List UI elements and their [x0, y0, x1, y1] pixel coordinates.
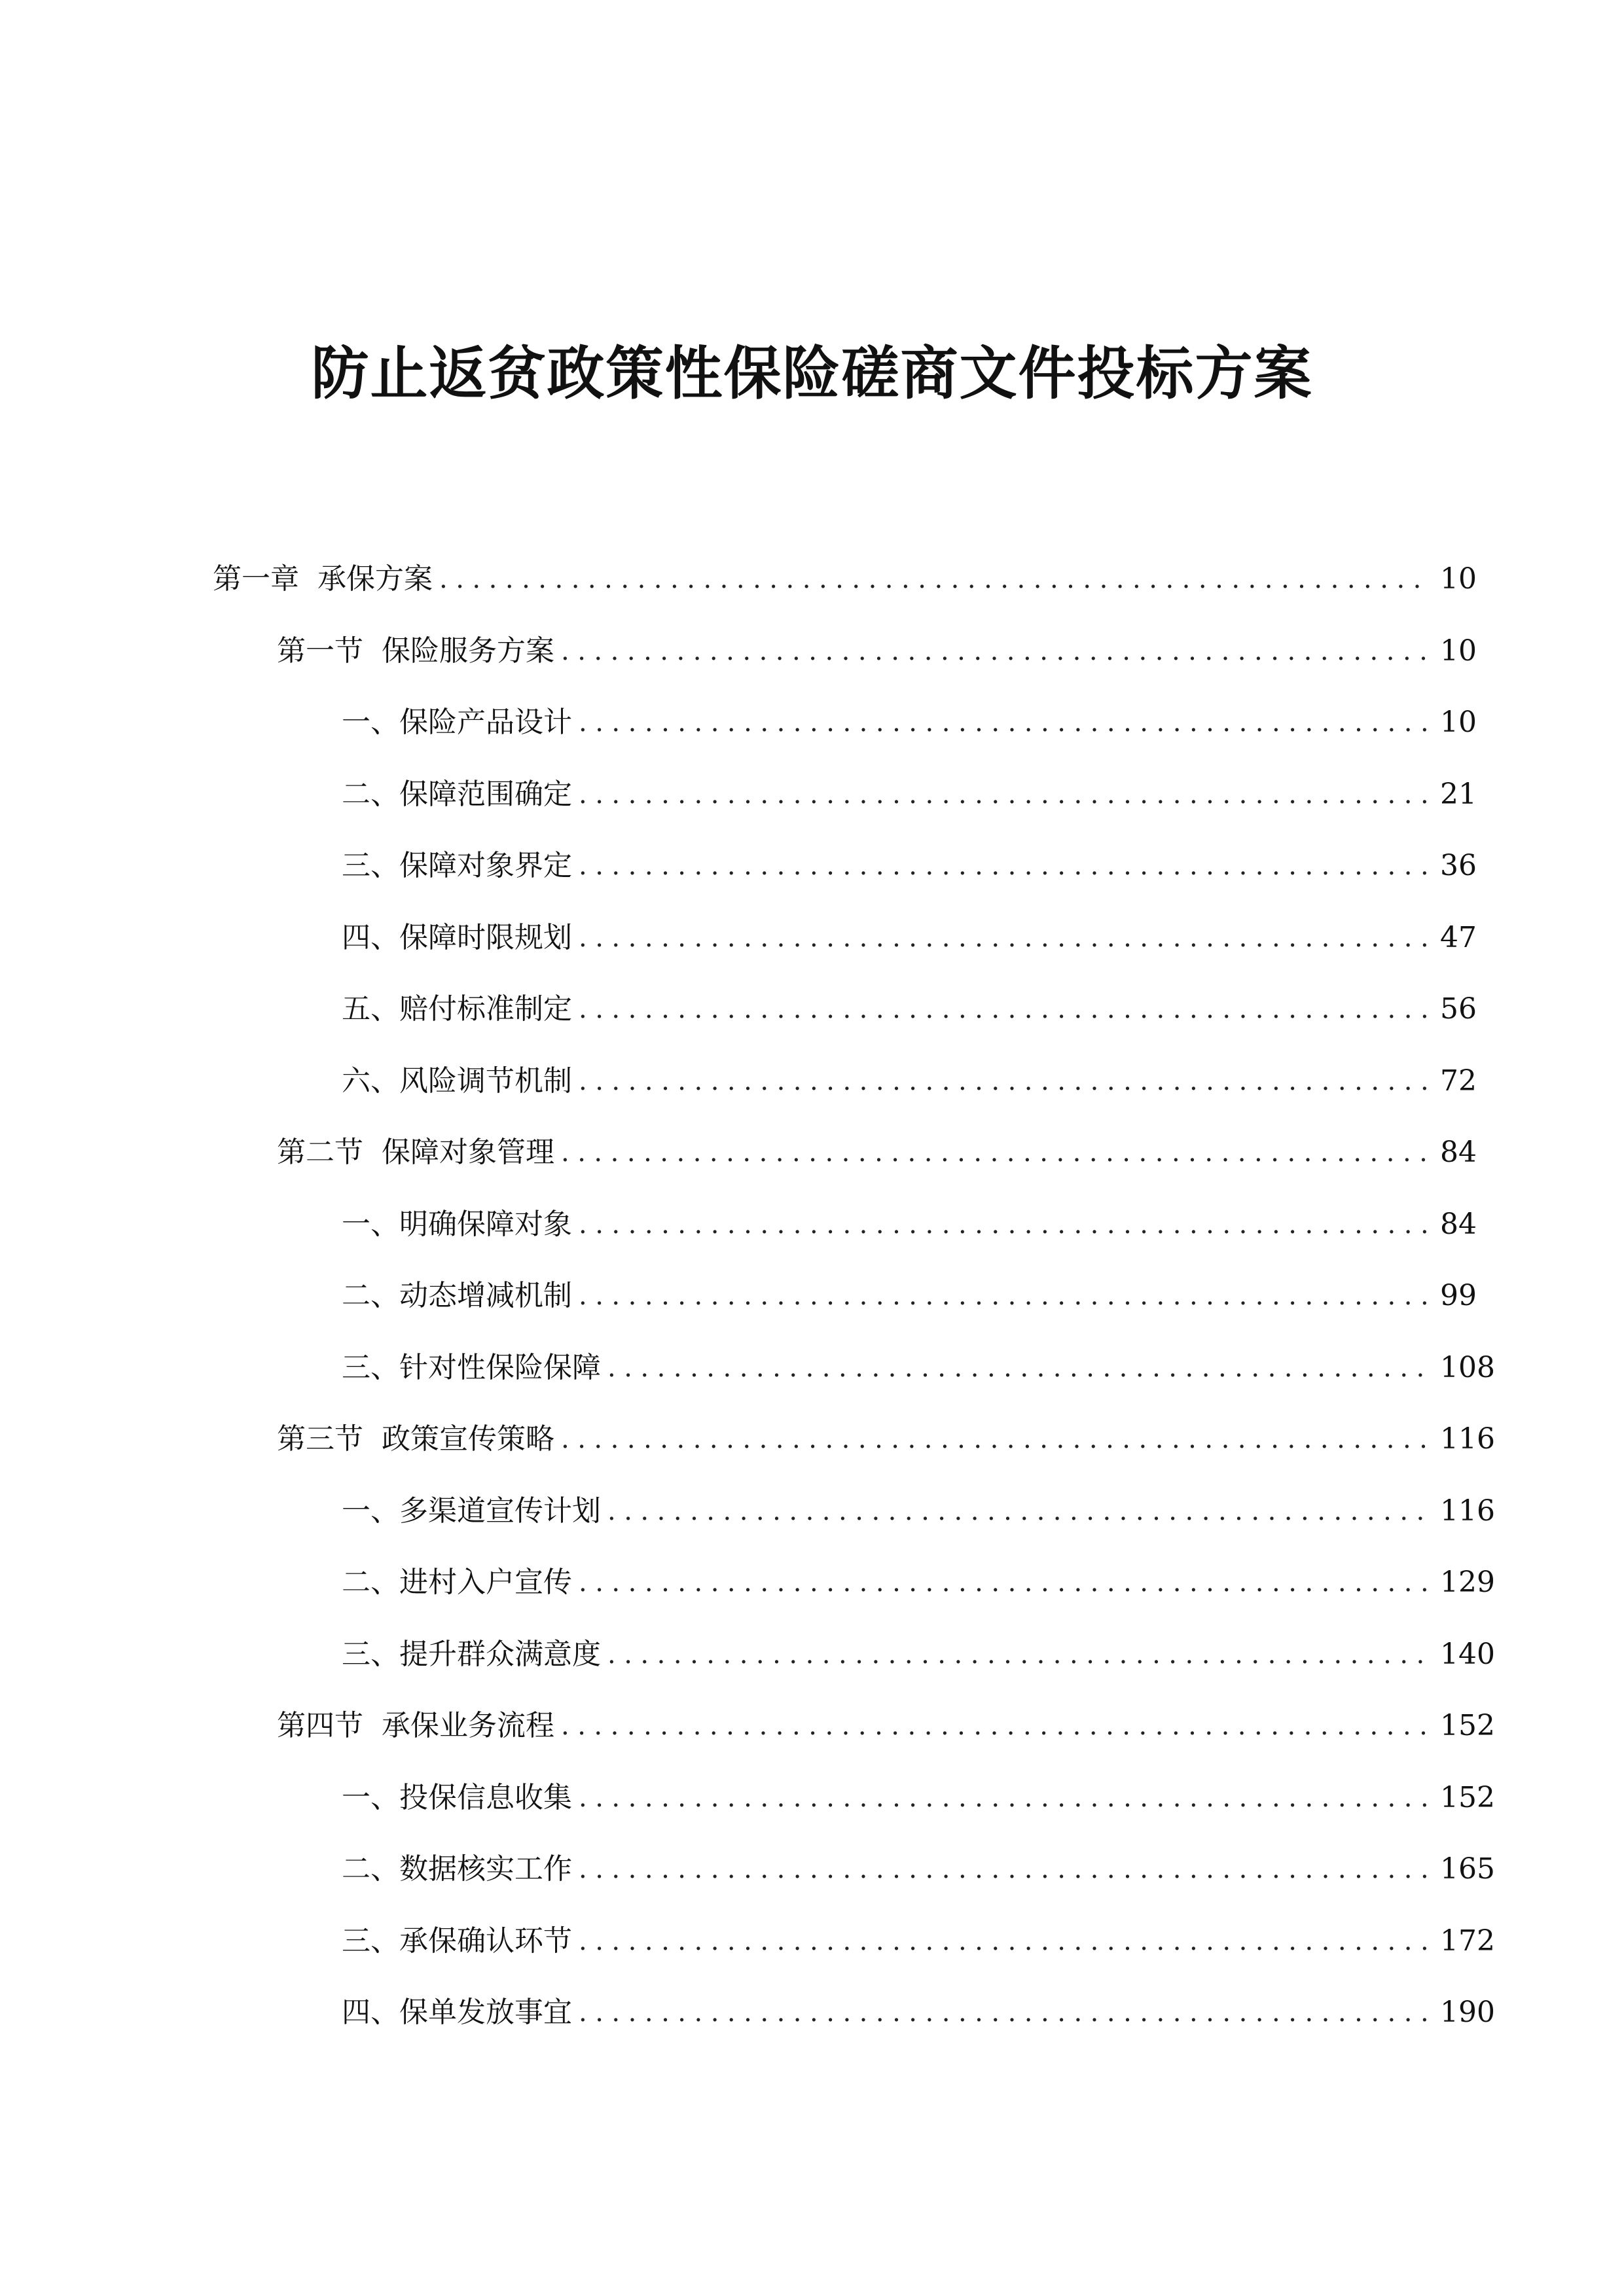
- toc-entry-number: 一、: [342, 1207, 399, 1241]
- toc-entry-label: 保险服务方案: [382, 634, 554, 668]
- toc-entry[interactable]: [342, 696, 1477, 749]
- toc-dot-leader: [561, 1126, 1431, 1179]
- toc-entry-page: 140: [1440, 1637, 1495, 1671]
- toc-entry-label: 进村入户宣传: [399, 1566, 572, 1599]
- toc-entry-label: 承保确认环节: [399, 1924, 572, 1958]
- toc-entry[interactable]: [342, 1556, 1495, 1609]
- toc-entry[interactable]: [277, 625, 1477, 677]
- toc-entry-number: 四、: [342, 920, 399, 954]
- toc-entry-number: 二、: [342, 1566, 399, 1599]
- toc-dot-leader: [579, 912, 1431, 964]
- toc-dot-leader: [579, 1843, 1431, 1895]
- toc-entry-number: 三、: [342, 1924, 399, 1958]
- toc-entry-page: 21: [1440, 777, 1477, 811]
- toc-entry-page: 190: [1440, 1996, 1495, 2029]
- toc-dot-leader: [579, 1270, 1431, 1322]
- toc-entry-page: 152: [1440, 1709, 1495, 1742]
- toc-entry-label: 多渠道宣传计划: [399, 1494, 601, 1528]
- toc-entry-label: 承保业务流程: [382, 1709, 554, 1742]
- toc-entry-label: 保障时限规划: [399, 920, 572, 954]
- toc-entry-page: 108: [1440, 1350, 1495, 1384]
- toc-entry[interactable]: [342, 1485, 1495, 1537]
- toc-entry-page: 116: [1440, 1494, 1495, 1528]
- toc-entry[interactable]: [213, 553, 1477, 605]
- toc-entry-page: 116: [1440, 1422, 1495, 1456]
- toc-entry-number: 二、: [342, 1279, 399, 1312]
- toc-entry[interactable]: [277, 1126, 1477, 1179]
- toc-entry-number: 二、: [342, 1852, 399, 1886]
- toc-entry[interactable]: [277, 1700, 1495, 1752]
- toc-entry[interactable]: [342, 1986, 1495, 2039]
- toc-entry-page: 152: [1440, 1780, 1495, 1814]
- toc-entry-page: 36: [1440, 849, 1477, 882]
- toc-dot-leader: [579, 768, 1431, 821]
- toc-dot-leader: [607, 1628, 1431, 1681]
- toc-entry-label: 政策宣传策略: [382, 1422, 554, 1456]
- toc-dot-leader: [579, 1986, 1431, 2039]
- toc-entry-number: 一、: [342, 1494, 399, 1528]
- toc-entry-page: 10: [1440, 562, 1477, 596]
- toc-entry-page: 84: [1440, 1207, 1477, 1241]
- toc-entry-number: 一、: [342, 1780, 399, 1814]
- toc-entry[interactable]: [342, 768, 1477, 821]
- toc-entry-number: 二、: [342, 777, 399, 811]
- toc-entry-label: 保障对象管理: [382, 1136, 554, 1169]
- toc-entry-number: 一、: [342, 706, 399, 739]
- toc-entry[interactable]: [342, 1342, 1495, 1394]
- toc-entry-page: 172: [1440, 1924, 1495, 1958]
- toc-entry-number: 三、: [342, 1350, 399, 1384]
- toc-entry-label: 赔付标准制定: [399, 992, 572, 1026]
- toc-entry-label: 保险产品设计: [399, 706, 572, 739]
- toc-entry-label: 保障范围确定: [399, 777, 572, 811]
- toc-entry-page: 47: [1440, 920, 1477, 954]
- toc-dot-leader: [579, 1055, 1431, 1107]
- toc-dot-leader: [607, 1485, 1431, 1537]
- toc-dot-leader: [579, 1915, 1431, 1967]
- toc-entry-number: 六、: [342, 1064, 399, 1098]
- toc-entry-number: 第二节: [277, 1136, 363, 1169]
- toc-entry-page: 84: [1440, 1136, 1477, 1169]
- toc-entry[interactable]: [342, 1270, 1477, 1322]
- toc-entry-number: 第一节: [277, 634, 363, 668]
- toc-entry[interactable]: [342, 1915, 1495, 1967]
- document-title: 防止返贫政策性保险磋商文件投标方案: [311, 339, 1313, 407]
- toc-entry-page: 72: [1440, 1064, 1477, 1098]
- toc-entry-page: 165: [1440, 1852, 1495, 1886]
- toc-dot-leader: [439, 553, 1431, 605]
- toc-entry-number: 第一章: [213, 562, 299, 596]
- toc-entry[interactable]: [277, 1413, 1495, 1465]
- toc-entry-label: 数据核实工作: [399, 1852, 572, 1886]
- toc-entry[interactable]: [342, 1628, 1495, 1681]
- toc-entry-number: 三、: [342, 849, 399, 882]
- toc-dot-leader: [561, 625, 1431, 677]
- toc-dot-leader: [579, 696, 1431, 749]
- toc-entry-page: 10: [1440, 634, 1477, 668]
- toc-entry[interactable]: [342, 1055, 1477, 1107]
- toc-dot-leader: [607, 1342, 1431, 1394]
- toc-entry-label: 风险调节机制: [399, 1064, 572, 1098]
- toc-entry-number: 四、: [342, 1996, 399, 2029]
- toc-entry-page: 129: [1440, 1566, 1495, 1599]
- toc-entry-label: 动态增减机制: [399, 1279, 572, 1312]
- toc-dot-leader: [579, 840, 1431, 892]
- toc-entry-number: 第三节: [277, 1422, 363, 1456]
- toc-entry-label: 针对性保险保障: [399, 1350, 601, 1384]
- toc-entry-label: 保障对象界定: [399, 849, 572, 882]
- toc-entry-page: 10: [1440, 706, 1477, 739]
- toc-entry-label: 提升群众满意度: [399, 1637, 601, 1671]
- toc-entry-number: 三、: [342, 1637, 399, 1671]
- toc-entry-number: 五、: [342, 992, 399, 1026]
- toc-entry-page: 99: [1440, 1279, 1477, 1312]
- toc-entry-number: 第四节: [277, 1709, 363, 1742]
- toc-dot-leader: [579, 1198, 1431, 1251]
- toc-entry[interactable]: [342, 1198, 1477, 1251]
- toc-entry-label: 承保方案: [317, 562, 433, 596]
- toc-entry-page: 56: [1440, 992, 1477, 1026]
- toc-entry[interactable]: [342, 912, 1477, 964]
- toc-entry-label: 投保信息收集: [399, 1780, 572, 1814]
- toc-entry[interactable]: [342, 840, 1477, 892]
- toc-dot-leader: [561, 1700, 1431, 1752]
- toc-dot-leader: [579, 1772, 1431, 1824]
- toc-entry-label: 保单发放事宜: [399, 1996, 572, 2029]
- toc-dot-leader: [579, 983, 1431, 1035]
- toc-entry[interactable]: [342, 1772, 1495, 1824]
- toc-entry[interactable]: [342, 1843, 1495, 1895]
- toc-entry-label: 明确保障对象: [399, 1207, 572, 1241]
- toc-entry[interactable]: [342, 983, 1477, 1035]
- toc-dot-leader: [579, 1556, 1431, 1609]
- toc-dot-leader: [561, 1413, 1431, 1465]
